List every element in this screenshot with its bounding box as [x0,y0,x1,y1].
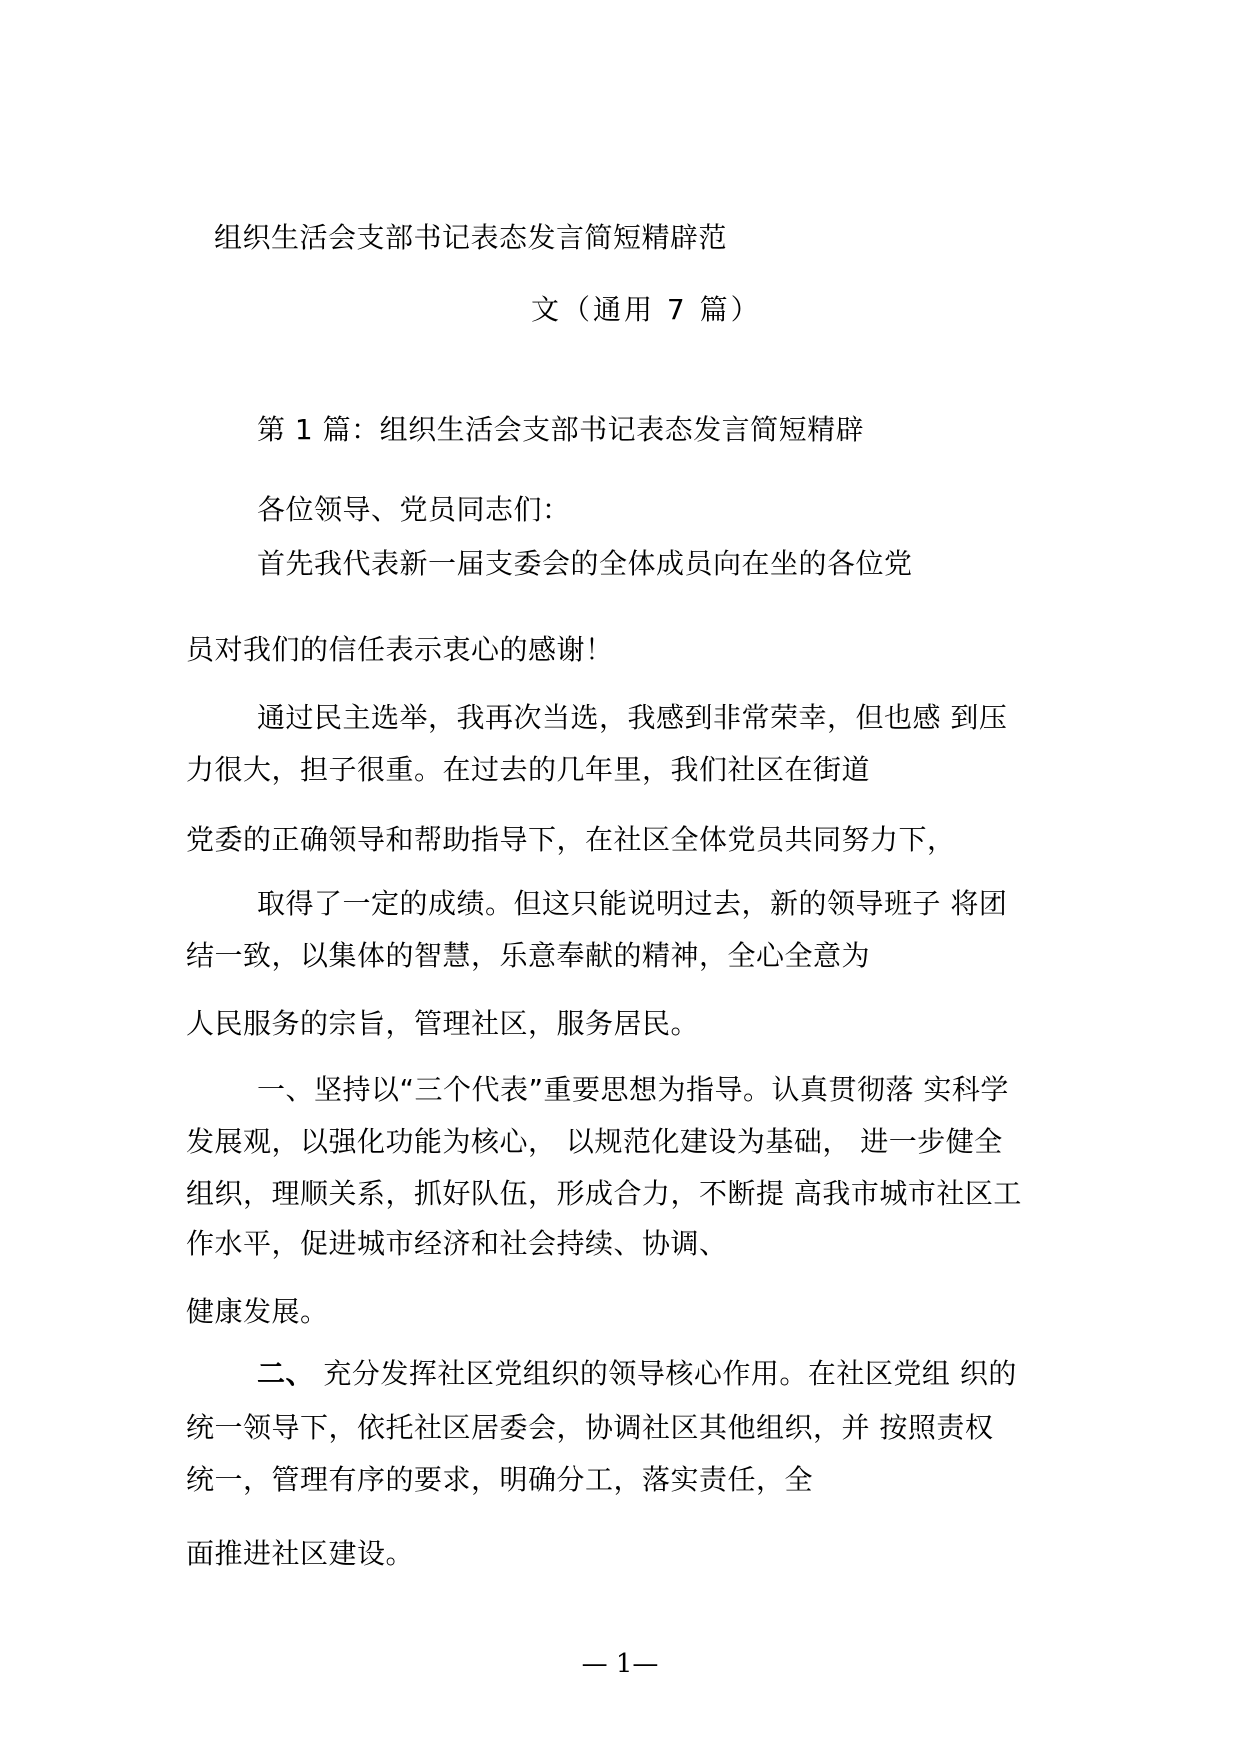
paragraph-line: 结一致，以集体的智慧，乐意奉献的精神，全心全意为 [186,939,871,972]
paragraph-line: 力很大，担子很重。在过去的几年里，我们社区在街道 [186,753,871,786]
paragraph-line: 员对我们的信任表示衷心的感谢！ [186,633,614,666]
paragraph-line: 面推进社区建设。 [186,1537,415,1570]
list-marker: 二、 [257,1357,315,1390]
paragraph-line: 取得了一定的成绩。但这只能说明过去，新的领导班子 将团 [257,887,1008,920]
paragraph-line: 统一领导下，依托社区居委会，协调社区其他组织，并 按照责权 [186,1411,994,1444]
paragraph-line: 人民服务的宗旨，管理社区，服务居民。 [186,1007,700,1040]
paragraph-line: 一、坚持以“三个代表”重要思想为指导。认真贯彻落 实科学 [257,1073,1009,1106]
paragraph-line: 首先我代表新一届支委会的全体成员向在坐的各位党 [257,547,913,580]
paragraph-line: 作水平，促进城市经济和社会持续、协调、 [186,1227,728,1260]
paragraph-line: 统一，管理有序的要求，明确分工，落实责任，全 [186,1463,814,1496]
paragraph-line [257,1356,1017,1392]
document-title-line-1: 组织生活会支部书记表态发言简短精辟范 [214,221,728,254]
paragraph-line: 健康发展。 [186,1295,329,1328]
salutation: 各位领导、党员同志们： [257,493,571,526]
page-number: — 1— [581,1649,659,1679]
paragraph-line: 党委的正确领导和帮助指导下，在社区全体党员共同努力下， [186,823,956,856]
paragraph-line: 组织，理顺关系，抓好队伍，形成合力，不断提 高我市城市社区工 [186,1177,1022,1210]
paragraph-line: 通过民主选举，我再次当选，我感到非常荣幸，但也感 到压 [257,701,1008,734]
section-heading: 第 1 篇：组织生活会支部书记表态发言简短精辟 [257,413,865,446]
document-title-line-2: 文（通用 7 篇） [531,293,762,326]
paragraph-text: 充分发挥社区党组织的领导核心作用。在社区党组 织的 [314,1357,1017,1390]
paragraph-line: 发展观，以强化功能为核心， 以规范化建设为基础， 进一步健全 [186,1125,1003,1158]
